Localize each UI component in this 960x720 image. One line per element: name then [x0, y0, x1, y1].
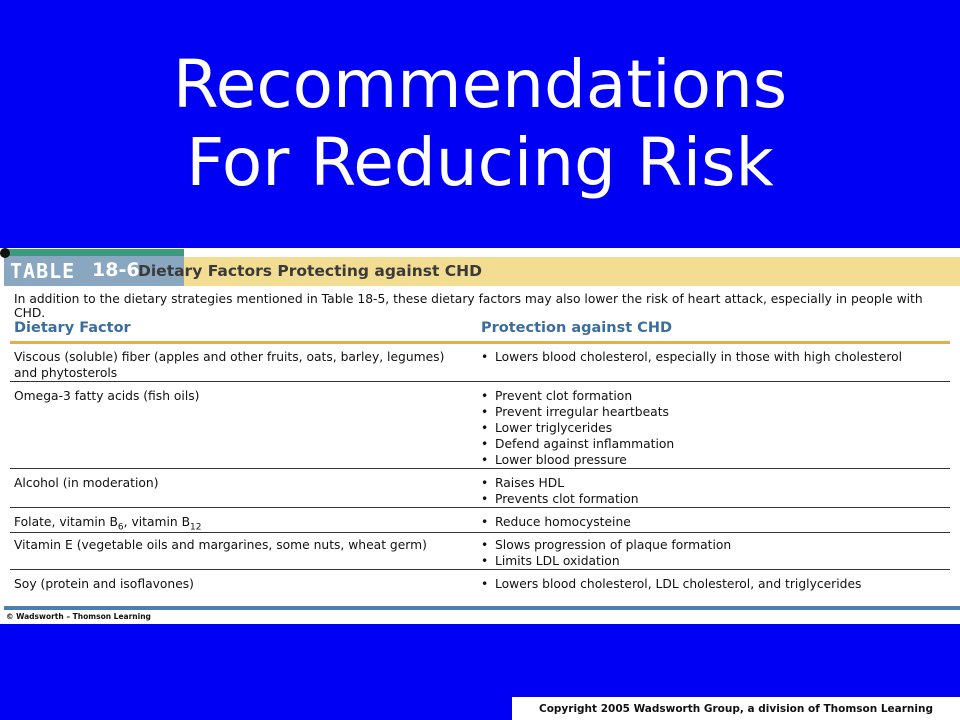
protection-item: • Slows progression of plaque formation [481, 537, 951, 553]
protection-item: • Lowers blood cholesterol, especially in those with high cholesterol [481, 349, 951, 365]
copyright-box [512, 697, 960, 720]
factor-text: , vitamin B [123, 515, 191, 529]
slide-title-line-2: For Reducing Risk [186, 124, 774, 201]
corner-dot-icon [0, 248, 10, 258]
protection-item: • Raises HDL [481, 475, 951, 491]
factor-line: Viscous (soluble) fiber (apples and other fruits, oats, barley, legumes) [14, 350, 445, 364]
row-divider [10, 569, 950, 570]
copyright-text: Copyright 2005 Wadsworth Group, a division of Thomson Learning [538, 703, 933, 715]
protection-item: • Limits LDL oxidation [481, 553, 951, 569]
table-row-protection [481, 576, 951, 592]
protection-item: • Reduce homocysteine [481, 514, 951, 530]
protection-item: • Lowers blood cholesterol, LDL cholesterol, and triglycerides [481, 576, 951, 592]
row-divider [10, 532, 950, 533]
table-credit: © Wadsworth – Thomson Learning [6, 612, 151, 621]
factor-subscript: 12 [190, 522, 202, 533]
row-divider [10, 507, 950, 508]
column-heading-protection: Protection against CHD [481, 320, 672, 336]
table-row-factor [14, 349, 454, 381]
header-rule [10, 341, 950, 344]
table-row-factor: Soy (protein and isoflavones) [14, 577, 194, 591]
slide-title [0, 46, 960, 202]
protection-item: • Prevent irregular heartbeats [481, 404, 951, 420]
factor-subscript: 6 [117, 522, 124, 533]
protection-item: • Prevent clot formation [481, 388, 951, 404]
table-tag-label: TABLE [10, 259, 76, 283]
protection-item: • Lower triglycerides [481, 420, 951, 436]
factor-text: Folate, vitamin B [14, 515, 118, 529]
row-divider [10, 381, 950, 382]
table-row-protection [481, 514, 951, 530]
table-row-factor: Alcohol (in moderation) [14, 476, 159, 490]
table-row-protection [481, 388, 951, 468]
table-tag-number: 18-6 [92, 259, 140, 281]
table-title: Dietary Factors Protecting against CHD [138, 262, 482, 280]
table-tag-accent [4, 249, 184, 256]
protection-item: • Lower blood pressure [481, 452, 951, 468]
table-row-protection [481, 475, 951, 507]
table-row-protection [481, 349, 951, 365]
table-row-protection [481, 537, 951, 569]
row-divider [10, 468, 950, 469]
slide-title-line-1: Recommendations [172, 46, 788, 123]
protection-item: • Prevents clot formation [481, 491, 951, 507]
table-row-factor: Vitamin E (vegetable oils and margarines, some nuts, wheat germ) [14, 538, 427, 552]
table-intro: In addition to the dietary strategies mentioned in Table 18-5, these dietary factors may also lower the risk of heart attack, especially in people with CHD. [14, 292, 923, 320]
protection-item: • Defend against inflammation [481, 436, 951, 452]
column-heading-factor: Dietary Factor [14, 320, 131, 336]
table-row-factor: Omega-3 fatty acids (fish oils) [14, 389, 200, 403]
factor-line: and phytosterols [14, 366, 118, 380]
table-footer-rule [4, 606, 960, 610]
